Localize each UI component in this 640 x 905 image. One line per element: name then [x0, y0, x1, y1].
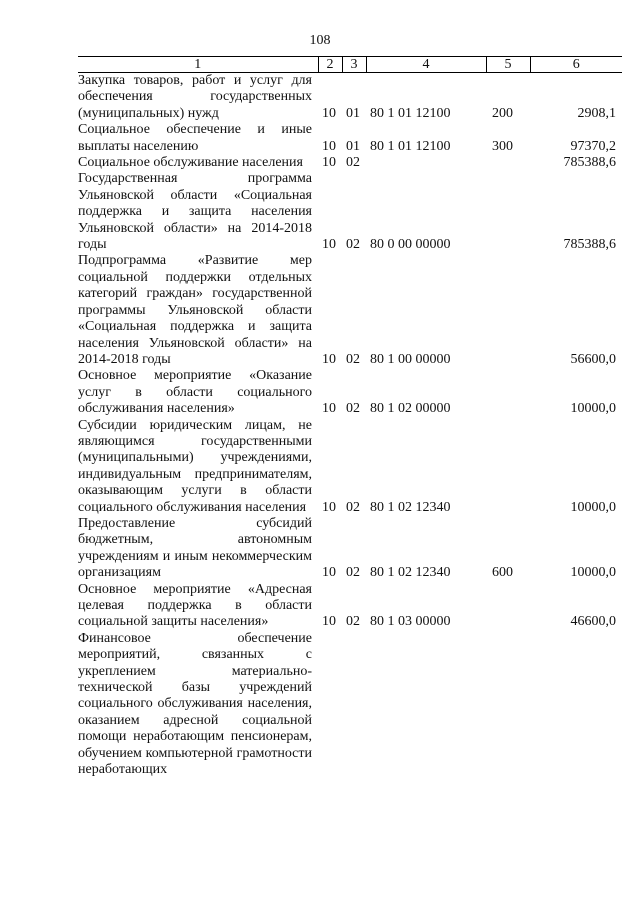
row-amount: 785388,6: [563, 155, 616, 171]
row-amount: [530, 631, 622, 779]
budget-table-container: [78, 56, 622, 778]
row-expense-type: [486, 253, 530, 368]
row-section: 10: [322, 351, 336, 367]
row-target-article: 80 1 03 00000: [370, 614, 451, 630]
table-row: [78, 516, 622, 582]
row-section: 10: [322, 499, 336, 515]
row-section: 10: [322, 614, 336, 630]
column-header-5: 5: [486, 57, 530, 73]
column-header-4: 4: [366, 57, 486, 73]
row-expense-type: [486, 582, 530, 631]
row-name: Закупка товаров, работ и услуг для обеспечения государственных (муниципальных) нужд: [78, 73, 312, 121]
row-expense-type: 300: [492, 138, 513, 154]
row-section: 10: [322, 401, 336, 417]
row-target-article: 80 1 01 12100: [370, 105, 451, 121]
row-target-article: [366, 631, 486, 779]
row-expense-type: [486, 155, 530, 171]
column-header-6: 6: [530, 57, 622, 73]
row-amount: 10000,0: [570, 565, 616, 581]
row-name: Подпрограмма «Развитие мер социальной поддержки отдельных категорий граждан» государственной программы Ульяновской области «Социальная поддержка и защита населения Ульяновской области» на 2014-2018 годы: [78, 253, 312, 367]
row-amount: 785388,6: [563, 237, 616, 253]
row-expense-type: [486, 368, 530, 417]
row-target-article: 80 1 01 12100: [370, 138, 451, 154]
column-header-2: 2: [318, 57, 342, 73]
table-row: [78, 368, 622, 417]
row-expense-type: [486, 171, 530, 253]
row-subsection: 01: [346, 138, 360, 154]
row-name: Государственная программа Ульяновской области «Социальная поддержка и защита населения Ульяновской области» на 2014-2018 годы: [78, 171, 312, 253]
row-subsection: 01: [346, 105, 360, 121]
row-name: Основное мероприятие «Оказание услуг в области социального обслуживания населения»: [78, 368, 312, 417]
row-name: Субсидии юридическим лицам, не являющимся государственными (муниципальными) учреждениями, индивидуальным предпринимателям, оказывающим услуги в области социального обслуживания населения: [78, 417, 312, 515]
row-target-article: 80 1 02 12340: [370, 499, 451, 515]
row-name: Социальное обеспечение и иные выплаты населению: [78, 122, 312, 154]
table-row: [78, 418, 622, 516]
row-name: Финансовое обеспечение мероприятий, связанных с укреплением материально-технической базы учреждений социального обслуживания населения, оказанием адресной социальной помощи неработающим пенсионерам, обучением компьютерной грамотности неработающих: [78, 630, 312, 778]
row-expense-type: 200: [492, 105, 513, 121]
row-target-article: 80 0 00 00000: [370, 237, 451, 253]
table-row: [78, 631, 622, 779]
row-target-article: 80 1 02 00000: [370, 401, 451, 417]
row-expense-type: [486, 631, 530, 779]
row-subsection: 02: [346, 565, 360, 581]
row-subsection: 02: [346, 499, 360, 515]
row-amount: 10000,0: [570, 499, 616, 515]
table-row: [78, 582, 622, 631]
row-amount: 56600,0: [570, 351, 616, 367]
column-header-1: 1: [78, 57, 318, 73]
table-row: [78, 73, 622, 123]
row-section: 10: [322, 105, 336, 121]
table-row: [78, 122, 622, 155]
row-name: Основное мероприятие «Адресная целевая поддержка в области социальной защиты населения»: [78, 581, 312, 630]
row-expense-type: [486, 418, 530, 516]
row-subsection: 02: [346, 614, 360, 630]
table-row: [78, 171, 622, 253]
row-amount: 2908,1: [577, 105, 616, 121]
row-subsection: 02: [346, 155, 360, 171]
row-amount: 10000,0: [570, 401, 616, 417]
row-subsection: 02: [346, 351, 360, 367]
row-target-article: 80 1 02 12340: [370, 565, 451, 581]
table-row: [78, 253, 622, 368]
row-expense-type: 600: [492, 565, 513, 581]
row-subsection: 02: [346, 237, 360, 253]
row-target-article: 80 1 00 00000: [370, 351, 451, 367]
row-section: 10: [322, 138, 336, 154]
row-section: [318, 631, 342, 779]
row-amount: 46600,0: [570, 614, 616, 630]
column-header-3: 3: [342, 57, 366, 73]
row-section: 10: [322, 565, 336, 581]
row-subsection: [342, 631, 366, 779]
column-number-row: [78, 57, 622, 73]
table-row: [78, 155, 622, 171]
row-subsection: 02: [346, 401, 360, 417]
budget-table: [78, 56, 622, 778]
row-section: 10: [322, 155, 336, 171]
row-name: Социальное обслуживание населения: [78, 155, 303, 171]
row-target-article: [366, 155, 486, 171]
page-number: 108: [309, 33, 331, 48]
row-amount: 97370,2: [570, 138, 616, 154]
row-name: Предоставление субсидий бюджетным, автономным учреждениям и иным некоммерческим организациям: [78, 515, 312, 581]
row-section: 10: [322, 237, 336, 253]
